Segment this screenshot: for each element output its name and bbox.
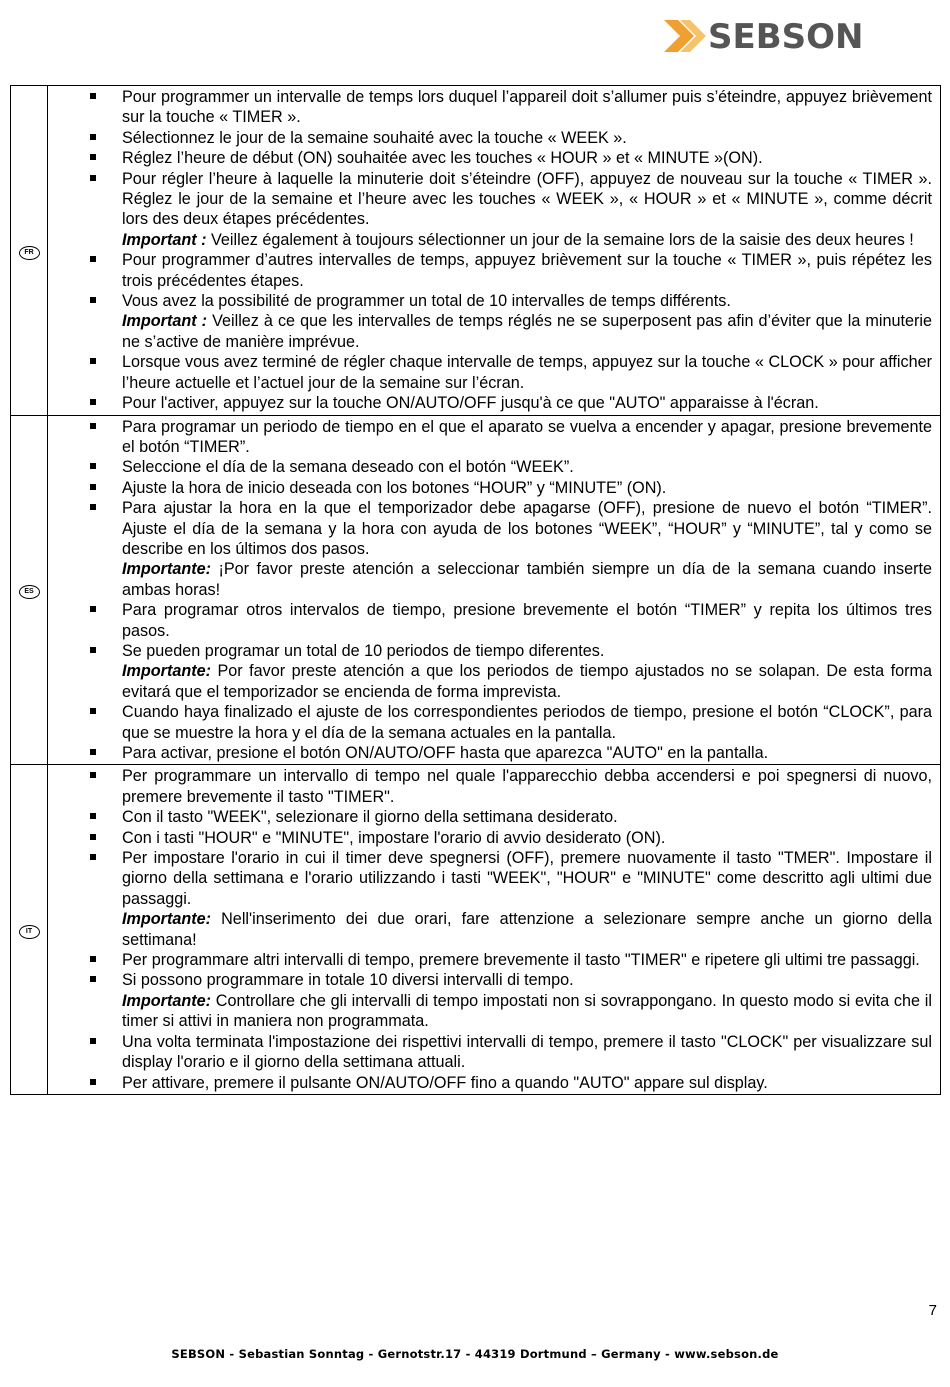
list-item: [48, 743, 932, 763]
instruction-text: Per attivare, premere il pulsante ON/AUTO/OFF fino a quando "AUTO" appare sul display.: [122, 1073, 768, 1092]
language-cell: [11, 765, 48, 1095]
instructions-cell: [48, 765, 941, 1095]
important-note: [122, 991, 932, 1032]
instruction-text: Sélectionnez le jour de la semaine souhaité avec la touche « WEEK ».: [122, 128, 627, 147]
important-label: Importante:: [122, 560, 212, 579]
section-row-fr: [11, 86, 941, 416]
important-text: Veillez à ce que les intervalles de temps réglés ne se superposent pas afin d’éviter que la minuterie ne s’active de manière imprévue.: [122, 312, 932, 351]
instruction-text: Pour l'activer, appuyez sur la touche ON/AUTO/OFF jusqu'à ce que "AUTO" apparaisse à l'écran.: [122, 394, 819, 413]
bullet-square-icon: [90, 154, 96, 160]
instruction-text: Per programmare un intervallo di tempo nel quale l'apparecchio debba accendersi e poi spegnersi di nuovo, premere brevemente il tasto "TIMER".: [122, 767, 932, 806]
important-label: Important :: [122, 230, 207, 249]
language-badge: ES: [19, 585, 40, 599]
bullet-square-icon: [90, 93, 96, 99]
instruction-text: Per impostare l'orario in cui il timer deve spegnersi (OFF), premere nuovamente il tasto "TMER". Impostare il giorno della settimana e l'orario utilizzando i tasti "WEEK", "HOUR" e "MINUTE" come descritto agli ultimi due passaggi.: [122, 849, 932, 908]
list-item: [48, 766, 932, 807]
important-text: Nell'inserimento dei due orari, fare attenzione a selezionare sempre anche un giorno della settimana!: [122, 910, 932, 949]
list-item: [48, 352, 932, 393]
instruction-text: Seleccione el día de la semana deseado con el botón “WEEK”.: [122, 458, 574, 477]
bullet-square-icon: [90, 813, 96, 819]
instruction-text: Ajuste la hora de inicio deseada con los botones “HOUR” y “MINUTE” (ON).: [122, 478, 667, 497]
page-number: 7: [928, 1302, 937, 1319]
important-note: [122, 661, 932, 702]
list-item: [48, 950, 932, 970]
list-item: [48, 148, 932, 168]
instruction-text: Para ajustar la hora en la que el temporizador debe apagarse (OFF), presione de nuevo el botón “TIMER”. Ajuste el día de la semana y la hora con ayuda de los botones “WEEK”, “HOUR” y “MINUTE”, tal y como se describe en los últimos dos pasos.: [122, 499, 932, 558]
bullet-square-icon: [90, 175, 96, 181]
important-note: [122, 230, 932, 250]
important-text: ¡Por favor preste atención a seleccionar también siempre un día de la semana cuando inserte ambas horas!: [122, 560, 932, 599]
language-badge: FR: [19, 246, 40, 260]
instruction-text: Cuando haya finalizado el ajuste de los correspondientes periodos de tiempo, presione el botón “CLOCK”, para que se muestre la hora y el día de la semana actuales en la pantalla.: [122, 703, 932, 742]
list-item: [48, 641, 932, 702]
section-row-it: [11, 765, 941, 1095]
bullet-square-icon: [90, 854, 96, 860]
footer: SEBSON - Sebastian Sonntag - Gernotstr.17 - 44319 Dortmund – Germany - www.sebson.de: [171, 1347, 779, 1361]
bullet-square-icon: [90, 834, 96, 840]
list-item: [48, 291, 932, 352]
important-label: Importante:: [122, 910, 212, 929]
important-note: [122, 909, 932, 950]
instruction-text: Lorsque vous avez terminé de régler chaque intervalle de temps, appuyez sur la touche « CLOCK » pour afficher l’heure actuelle et l’actuel jour de la semaine sur l’écran.: [122, 353, 932, 392]
list-item: [48, 393, 932, 413]
sebson-logo: [660, 14, 880, 58]
list-item: [48, 1073, 932, 1093]
list-item: [48, 417, 932, 458]
list-item: [48, 828, 932, 848]
instruction-text: Pour programmer d’autres intervalles de temps, appuyez brièvement sur la touche « TIMER », puis répétez les trois précédentes étapes.: [122, 251, 932, 290]
language-badge: IT: [19, 925, 40, 939]
list-item: [48, 702, 932, 743]
list-item: [48, 457, 932, 477]
instruction-text: Para programar otros intervalos de tiempo, presione brevemente el botón “TIMER” y repita los últimos tres pasos.: [122, 601, 932, 640]
important-text: Controllare che gli intervalli di tempo impostati non si sovrappongano. In questo modo si evita che il timer si attivi in maniera non programmata.: [122, 991, 932, 1031]
instruction-list: [48, 87, 932, 414]
instruction-list: [48, 417, 932, 764]
bullet-square-icon: [90, 976, 96, 982]
bullet-square-icon: [90, 772, 96, 778]
important-label: Importante:: [122, 991, 212, 1010]
list-item: [48, 600, 932, 641]
instruction-text: Con il tasto "WEEK", selezionare il giorno della settimana desiderato.: [122, 808, 618, 827]
bullet-square-icon: [90, 423, 96, 429]
important-label: Importante:: [122, 662, 212, 681]
instruction-text: Pour régler l’heure à laquelle la minuterie doit s’éteindre (OFF), appuyez de nouveau sur la touche « TIMER ». Réglez le jour de la semaine et l’heure avec les touches « WEEK », « HOUR » et « MINUTE », comme décrit lors des deux étapes précédentes.: [122, 169, 932, 229]
instruction-text: Para programar un periodo de tiempo en el que el aparato se vuelva a encender y apagar, presione brevemente el botón “TIMER”.: [122, 417, 932, 456]
bullet-square-icon: [90, 399, 96, 405]
instructions-cell: [48, 86, 941, 416]
list-item: [48, 250, 932, 291]
svg-text:SEBSON: SEBSON: [708, 17, 864, 57]
bullet-square-icon: [90, 463, 96, 469]
bullet-square-icon: [90, 504, 96, 510]
important-note: [122, 559, 932, 600]
instruction-text: Réglez l’heure de début (ON) souhaitée avec les touches « HOUR » et « MINUTE »(ON).: [122, 149, 763, 168]
instruction-text: Con i tasti "HOUR" e "MINUTE", impostare l'orario di avvio desiderato (ON).: [122, 828, 666, 847]
bullet-square-icon: [90, 484, 96, 490]
instructions-cell: [48, 415, 941, 765]
bullet-square-icon: [90, 1038, 96, 1044]
list-item: [48, 498, 932, 600]
list-item: [48, 807, 932, 827]
instruction-text: Para activar, presione el botón ON/AUTO/OFF hasta que aparezca "AUTO" en la pantalla.: [122, 744, 769, 762]
bullet-square-icon: [90, 647, 96, 653]
important-note: [122, 311, 932, 352]
instruction-table: [10, 85, 941, 1095]
bullet-square-icon: [90, 606, 96, 612]
language-cell: [11, 86, 48, 416]
bullet-square-icon: [90, 956, 96, 962]
language-cell: [11, 415, 48, 765]
list-item: [48, 87, 932, 128]
instruction-text: Una volta terminata l'impostazione dei rispettivi intervalli di tempo, premere il tasto "CLOCK" per visualizzare sul display l'orario e il giorno della settimana attuali.: [122, 1032, 932, 1072]
bullet-square-icon: [90, 134, 96, 140]
bullet-square-icon: [90, 256, 96, 262]
instruction-text: Si possono programmare in totale 10 diversi intervalli di tempo.: [122, 971, 574, 990]
bullet-square-icon: [90, 297, 96, 303]
logo-chevron-icon: [664, 20, 706, 52]
instruction-text: Vous avez la possibilité de programmer un total de 10 intervalles de temps différents.: [122, 292, 731, 311]
list-item: [48, 848, 932, 950]
instruction-text: Pour programmer un intervalle de temps lors duquel l’appareil doit s’allumer puis s’éteindre, appuyez brièvement sur la touche « TIMER ».: [122, 88, 932, 127]
important-text: Veillez également à toujours sélectionner un jour de la semaine lors de la saisie des deux heures !: [206, 230, 914, 249]
list-item: [48, 970, 932, 1031]
list-item: [48, 478, 932, 498]
list-item: [48, 1032, 932, 1073]
bullet-square-icon: [90, 749, 96, 755]
list-item: [48, 128, 932, 148]
important-text: Por favor preste atención a que los periodos de tiempo ajustados no se solapan. De esta forma evitará que el temporizador se encienda de forma imprevista.: [122, 662, 932, 701]
bullet-square-icon: [90, 708, 96, 714]
instruction-text: Per programmare altri intervalli di tempo, premere brevemente il tasto "TIMER" e ripetere gli ultimi tre passaggi.: [122, 951, 920, 970]
instruction-text: Se pueden programar un total de 10 periodos de tiempo diferentes.: [122, 641, 605, 660]
bullet-square-icon: [90, 358, 96, 364]
section-row-es: [11, 415, 941, 765]
list-item: [48, 169, 932, 251]
bullet-square-icon: [90, 1079, 96, 1085]
important-label: Important :: [122, 312, 208, 331]
instruction-list: [48, 766, 932, 1093]
